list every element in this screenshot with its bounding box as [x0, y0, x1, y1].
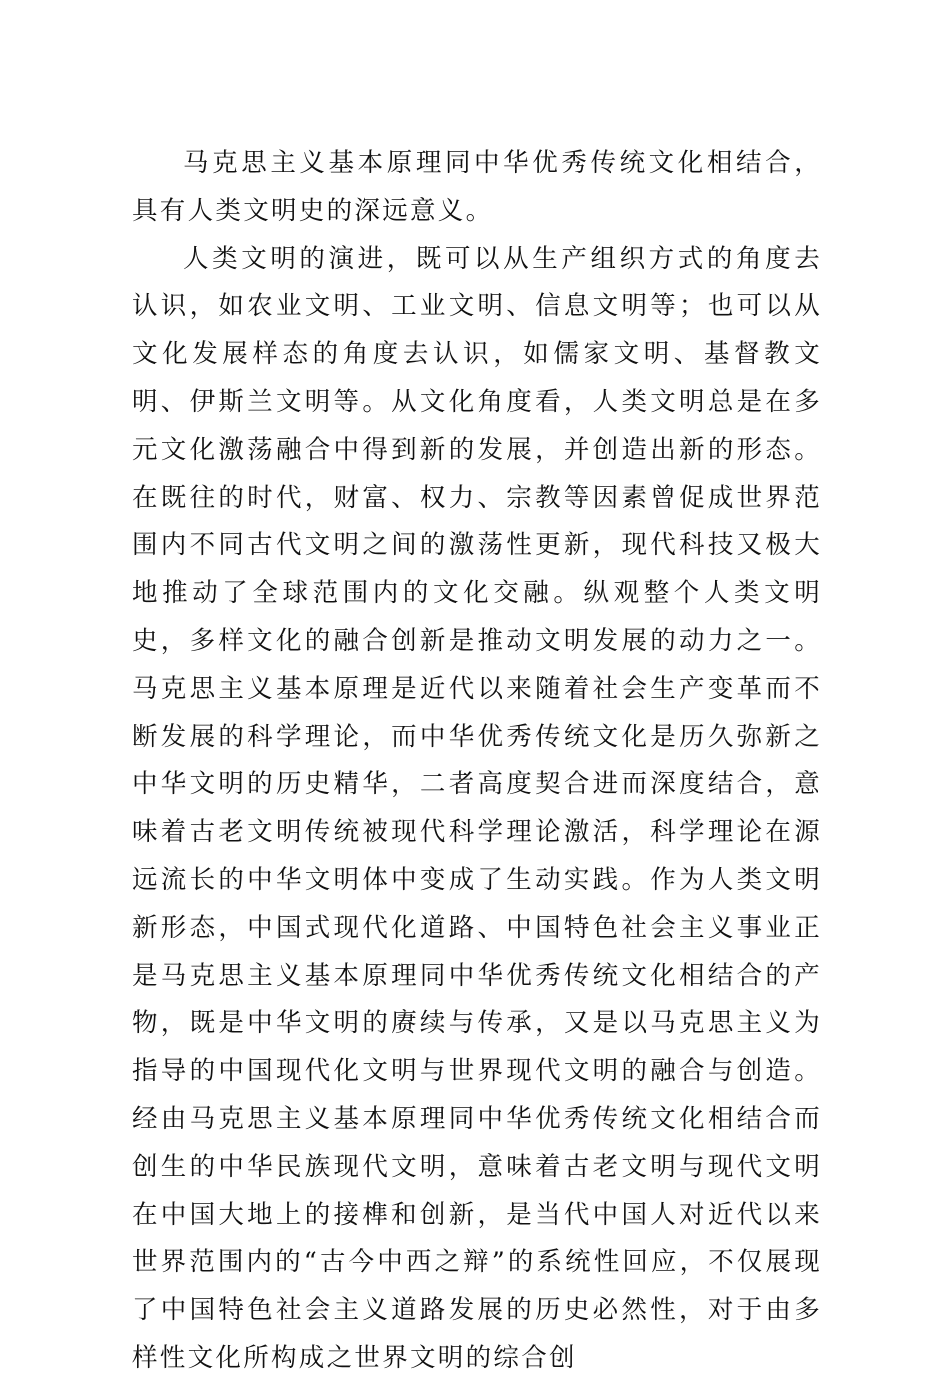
- paragraph-civilization-evolution: 人类文明的演进，既可以从生产组织方式的角度去认识，如农业文明、工业文明、信息文明等；也可以从文化发展样态的角度去认识，如儒家文明、基督教文明、伊斯兰文明等。从文化角度看，人类文明总是在多元文化激荡融合中得到新的发展，并创造出新的形态。在既往的时代，财富、权力、宗教等因素曾促成世界范围内不同古代文明之间的激荡性更新，现代科技又极大地推动了全球范围内的文化交融。纵观整个人类文明史，多样文化的融合创新是推动文明发展的动力之一。马克思主义基本原理是近代以来随着社会生产变革而不断发展的科学理论，而中华优秀传统文化是历久弥新之中华文明的历史精华，二者高度契合进而深度结合，意味着古老文明传统被现代科学理论激活，科学理论在源远流长的中华文明体中变成了生动实践。作为人类文明新形态，中国式现代化道路、中国特色社会主义事业正是马克思主义基本原理同中华优秀传统文化相结合的产物，既是中华文明的赓续与传承，又是以马克思主义为指导的中国现代化文明与世界现代文明的融合与创造。经由马克思主义基本原理同中华优秀传统文化相结合而创生的中华民族现代文明，意味着古老文明与现代文明在中国大地上的接榫和创新，是当代中国人对近代以来世界范围内的“古今中西之辩”的系统性回应，不仅展现了中国特色社会主义道路发展的历史必然性，对于由多样性文化所构成之世界文明的综合创: [132, 243, 822, 1373]
- document-body: [132, 140, 822, 1383]
- paragraph-intro: 马克思主义基本原理同中华优秀传统文化相结合，具有人类文明史的深远意义。: [132, 148, 822, 226]
